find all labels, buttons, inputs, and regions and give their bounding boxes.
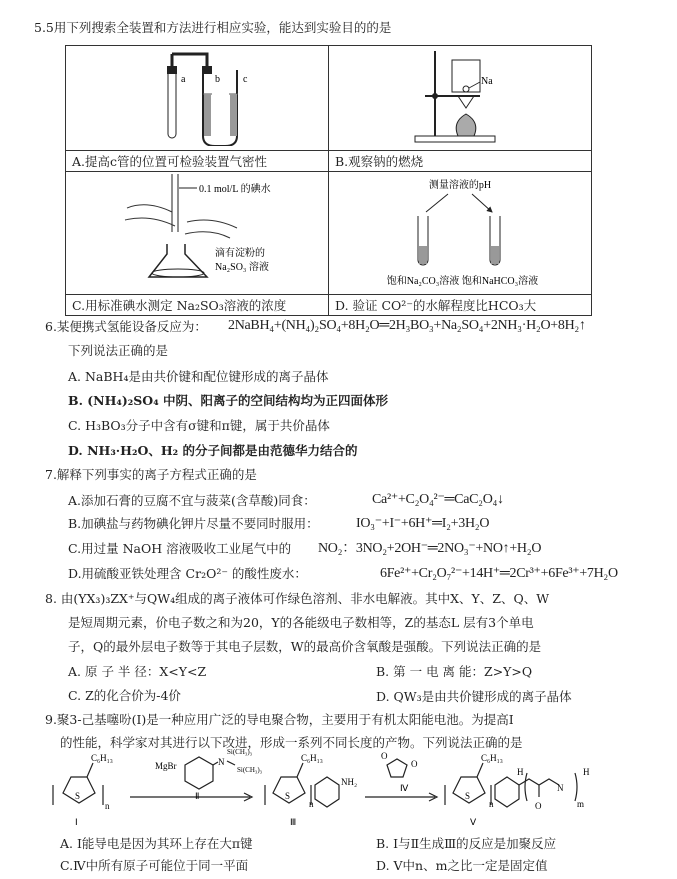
m-v: m xyxy=(577,799,585,809)
q8-line-1: 8. 由(YX₃)₃ZX⁺与QW₄组成的离子液体可作绿色溶剂、非水电解液。其中X、Y、Z、Q、W xyxy=(45,591,550,606)
hexyl-i: C₆H₁₃ xyxy=(91,753,113,763)
hexyl-v: C₆H₁₃ xyxy=(481,753,503,763)
q9-line-2: 的性能，科学家对其进行以下改进，形成一系列不同长度的产物。下列说法正确的是 xyxy=(60,735,523,750)
s-iii: S xyxy=(285,791,291,801)
q7-option-b: B.加碘盐与药物碘化钾片尽量不要同时服用： xyxy=(68,516,319,531)
label-a: a xyxy=(181,74,186,85)
label-na: Na xyxy=(481,76,493,87)
option-b: B.观察钠的燃烧 xyxy=(329,151,592,172)
o-iv-1: O xyxy=(381,751,388,761)
q5-options-table xyxy=(65,45,592,316)
q6-option-b: B. (NH₄)₂SO₄ 中阴、阳离子的空间结构均为正四面体形 xyxy=(68,393,389,408)
q6-equation: 2NaBH₄+(NH₄)₂SO₄+8H₂O═2H₃BO₃+Na₂SO₄+2NH₃·H₂O+8H₂↑ xyxy=(228,318,586,333)
o-iv-2: O xyxy=(411,759,418,769)
figure-a xyxy=(66,46,329,151)
figure-c xyxy=(66,172,329,295)
q7-equation-d: 6Fe²⁺+Cr₂O₇²⁻+14H⁺═2Cr³⁺+6Fe³⁺+7H₂O xyxy=(380,566,618,581)
q6-option-d: D. NH₃·H₂O、H₂ 的分子间都是由范德华力结合的 xyxy=(68,443,358,458)
q7-equation-c: NO₂：3NO₂+2OH⁻═2NO₃⁻+NO↑+H₂O xyxy=(318,541,542,556)
ph-test-tubes-figure xyxy=(330,172,590,290)
q9-line-1: 9.聚3-己基噻吩(Ⅰ)是一种应用广泛的导电聚合物，主要用于有机太阳能电池。为提高Ⅰ xyxy=(45,712,514,727)
s-i: S xyxy=(75,791,81,801)
n-i: n xyxy=(105,801,110,811)
q8-line-3: 子，Q的最外层电子数等于其电子层数，W的最高价含氧酸是强酸。下列说法正确的是 xyxy=(68,639,542,654)
n-atom-v: N xyxy=(557,783,564,793)
label-b: b xyxy=(215,74,220,85)
label-v: Ⅴ xyxy=(470,817,477,827)
u-tube-apparatus-figure xyxy=(67,46,327,146)
q8-option-d: D. QW₃是由共价键形成的离子晶体 xyxy=(376,689,572,704)
q8-option-a: A. 原 子 半 径：X<Y<Z xyxy=(68,664,207,679)
n-atom-ii: N xyxy=(218,757,225,767)
option-d: D. 验证 CO²⁻的水解程度比HCO₃大 xyxy=(329,295,592,316)
n-iii: n xyxy=(309,799,314,809)
label-nahco3: 饱和NaHCO₃溶液 xyxy=(461,276,539,287)
h-v-1: H xyxy=(517,767,524,777)
q8-option-c: C. Z的化合价为-4价 xyxy=(68,688,181,703)
label-iii: Ⅲ xyxy=(290,817,297,827)
q6-stem: 6.某便携式氢能设备反应为： xyxy=(45,319,207,334)
nh2: NH₂ xyxy=(341,777,358,787)
n-v: n xyxy=(489,799,494,809)
label-i: Ⅰ xyxy=(75,817,78,827)
label-iodine: 0.1 mol/L 的碘水 xyxy=(199,184,271,195)
label-na2so3: Na₂SO₃ 溶液 xyxy=(215,262,269,273)
si-1: Si(CH₃)₃ xyxy=(227,748,253,756)
sodium-burning-figure xyxy=(330,46,590,146)
reaction-scheme xyxy=(15,745,615,833)
q9-option-a: A. Ⅰ能导电是因为其环上存在大π键 xyxy=(60,836,253,851)
label-ii: Ⅱ xyxy=(195,791,200,801)
figure-b xyxy=(329,46,592,151)
si-2: Si(CH₃)₃ xyxy=(237,766,263,774)
label-na2co3: 饱和Na₂CO₃溶液 xyxy=(386,276,460,287)
q8-line-2: 是短周期元素，价电子数之和为20，Y的各能级电子数相等，Z的基态L 层有3个单电 xyxy=(68,615,534,630)
o-v: O xyxy=(535,801,542,811)
q7-option-a: A.添加石膏的豆腐不宜与菠菜(含草酸)同食： xyxy=(68,493,316,508)
mgbr: MgBr xyxy=(155,761,177,771)
q8-option-b: B. 第 一 电 离 能：Z>Y>Q xyxy=(376,664,533,679)
s-v: S xyxy=(465,791,471,801)
label-c: c xyxy=(243,74,248,85)
q9-option-b: B. Ⅰ与Ⅱ生成Ⅲ的反应是加聚反应 xyxy=(376,836,557,851)
titration-figure xyxy=(67,172,327,290)
q7-option-c: C.用过量 NaOH 溶液吸收工业尾气中的 xyxy=(68,541,292,556)
q7-equation-b: IO₃⁻+I⁻+6H⁺═I₂+3H₂O xyxy=(356,516,490,531)
q9-option-d: D. Ⅴ中n、m之比一定是固定值 xyxy=(376,858,548,873)
q6-ask: 下列说法正确的是 xyxy=(68,343,169,358)
hexyl-iii: C₆H₁₃ xyxy=(301,753,323,763)
label-starch: 滴有淀粉的 xyxy=(215,248,265,259)
option-c: C.用标准碘水测定 Na₂SO₃溶液的浓度 xyxy=(66,295,329,316)
q5-stem: 5.5用下列搜索全装置和方法进行相应实验，能达到实验目的的是 xyxy=(34,20,392,35)
q9-option-c: C.Ⅳ中所有原子可能位于同一平面 xyxy=(60,858,249,873)
q7-option-d: D.用硫酸亚铁处理含 Cr₂O²⁻ 的酸性废水： xyxy=(68,566,307,581)
label-measure-ph: 测量溶液的pH xyxy=(428,180,492,191)
q6-option-c: C. H₃BO₃分子中含有σ键和π键，属于共价晶体 xyxy=(68,418,330,433)
figure-d xyxy=(329,172,592,295)
label-iv: Ⅳ xyxy=(400,783,409,793)
option-a: A.提高c管的位置可检验装置气密性 xyxy=(66,151,329,172)
h-v-2: H xyxy=(583,767,590,777)
q7-equation-a: Ca²⁺+C₂O₄²⁻═CaC₂O₄↓ xyxy=(372,492,504,507)
q6-option-a: A. NaBH₄是由共价键和配位键形成的离子晶体 xyxy=(68,369,329,384)
q7-stem: 7.解释下列事实的离子方程式正确的是 xyxy=(45,467,257,482)
